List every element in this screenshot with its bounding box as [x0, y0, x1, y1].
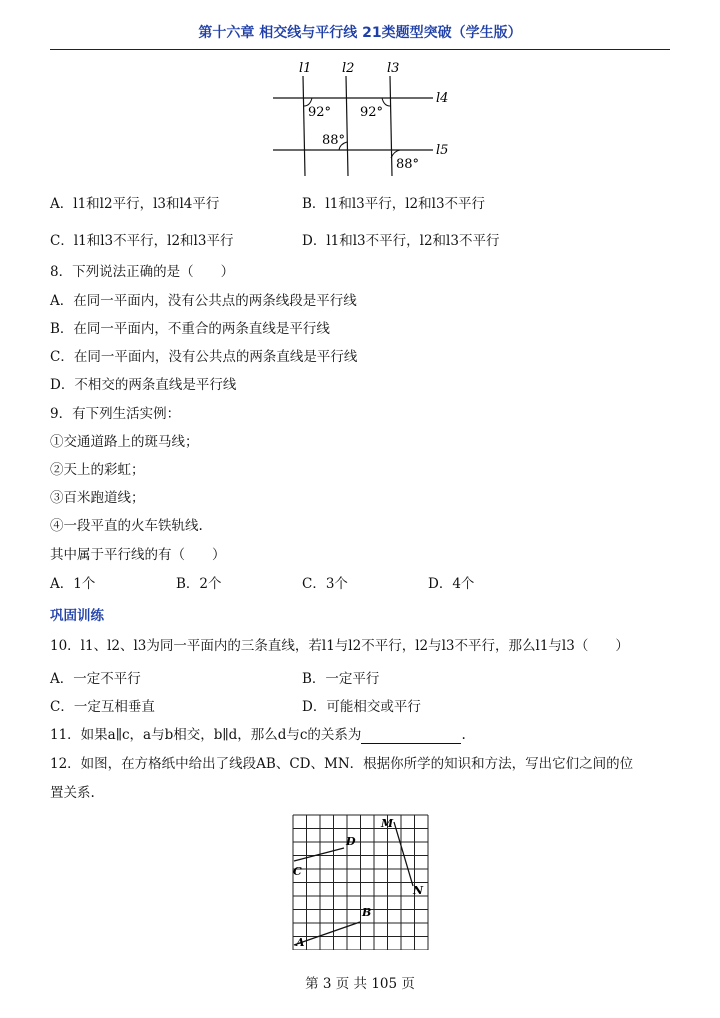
point-a: A: [296, 936, 305, 949]
grid-lines: [293, 815, 428, 950]
q7-option-a: A．l1和l2平行，l3和l4平行: [50, 196, 220, 212]
q9-question: 其中属于平行线的有（ ）: [50, 547, 226, 563]
angle-label-3: 88°: [322, 133, 346, 148]
q8-option-d: D．不相交的两条直线是平行线: [50, 377, 237, 393]
q9-option-b: B．2个: [176, 576, 222, 592]
q10-option-c: C．一定互相垂直: [50, 699, 155, 715]
label-l3: l3: [387, 61, 400, 76]
label-l4: l4: [436, 91, 449, 106]
parallel-lines-figure: [268, 60, 468, 180]
segment-mn: [394, 822, 413, 886]
q11-answer-blank[interactable]: [361, 731, 461, 744]
q7-option-b: B．l1和l3平行，l2和l3不平行: [302, 196, 486, 212]
q11-text: 11．如果a∥c，a与b相交，b∥d，那么d与c的关系为: [50, 727, 362, 743]
line-l2: [346, 76, 348, 176]
q9-item-3: ③百米跑道线；: [50, 490, 145, 506]
point-c: C: [293, 865, 302, 878]
point-b: B: [362, 906, 372, 919]
q12-line-1: 12．如图，在方格纸中给出了线段AB、CD、MN．根据你所学的知识和方法，写出它们之间的位: [50, 756, 634, 772]
q11-end: .: [461, 727, 466, 743]
header-rule: [50, 49, 670, 50]
q7-option-c: C．l1和l3不平行，l2和l3平行: [50, 233, 234, 249]
q8-option-b: B．在同一平面内，不重合的两条直线是平行线: [50, 321, 330, 337]
page-header: 第十六章 相交线与平行线 21类题型突破（学生版）: [198, 25, 522, 41]
q8-option-c: C．在同一平面内，没有公共点的两条直线是平行线: [50, 349, 358, 365]
q10-option-d: D．可能相交或平行: [302, 699, 421, 715]
grid-figure: [290, 812, 435, 950]
angle-label-1: 92°: [308, 105, 332, 120]
label-l5: l5: [436, 143, 449, 158]
q10-stem: 10．l1、l2、l3为同一平面内的三条直线，若l1与l2不平行，l2与l3不平行，那么l1与l3（ ）: [50, 638, 629, 654]
q9-option-d: D．4个: [428, 576, 475, 592]
angle-arc-2: [382, 98, 390, 106]
q9-item-1: ①交通道路上的斑马线；: [50, 434, 199, 450]
page-footer: 第 3 页 共 105 页: [305, 976, 415, 992]
q9-item-4: ④一段平直的火车铁轨线.: [50, 518, 203, 534]
q10-option-b: B．一定平行: [302, 671, 380, 687]
q8-option-a: A．在同一平面内，没有公共点的两条线段是平行线: [50, 293, 357, 309]
line-l1: [303, 76, 305, 176]
q8-stem: 8．下列说法正确的是（ ）: [50, 264, 235, 280]
q7-option-d: D．l1和l3不平行，l2和l3不平行: [302, 233, 500, 249]
q12-line-2: 置关系.: [50, 785, 95, 801]
section-title: 巩固训练: [50, 608, 104, 624]
label-l1: l1: [299, 61, 312, 76]
q11-stem: [50, 726, 466, 744]
q9-stem: 9．有下列生活实例：: [50, 406, 181, 422]
q9-option-c: C．3个: [302, 576, 348, 592]
angle-label-4: 88°: [396, 157, 420, 172]
q9-item-2: ②天上的彩虹；: [50, 462, 145, 478]
angle-label-2: 92°: [360, 105, 384, 120]
q10-option-a: A．一定不平行: [50, 671, 141, 687]
q9-option-a: A．1个: [50, 576, 96, 592]
label-l2: l2: [342, 61, 355, 76]
point-d: D: [346, 835, 356, 848]
point-m: M: [381, 817, 394, 830]
line-l3: [390, 76, 392, 176]
segment-cd: [294, 848, 344, 861]
point-n: N: [413, 884, 424, 897]
